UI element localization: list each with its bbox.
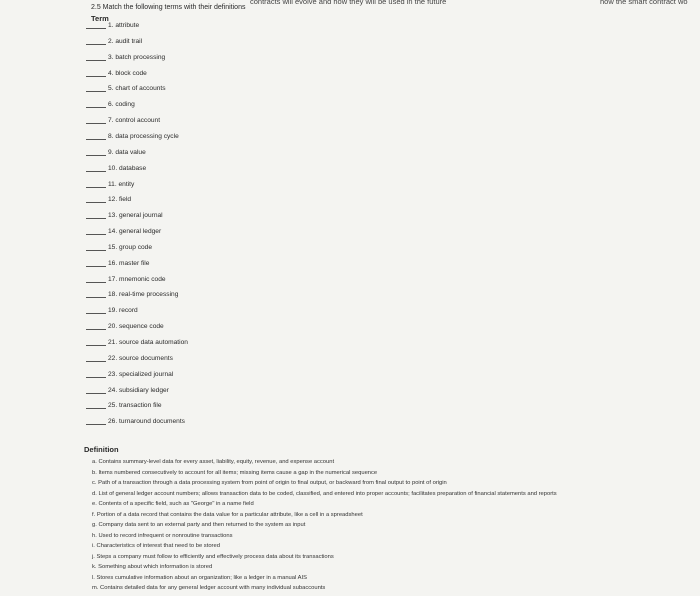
- definition-item: d. List of general ledger account numbers; allows transaction data to be coded, classified, and entered into proper accounts; facilitates preparation of financial statements and reports: [92, 490, 557, 497]
- term-label: 19. record: [108, 307, 138, 315]
- definition-column-header: Definition: [84, 445, 119, 454]
- answer-blank[interactable]: [86, 424, 106, 425]
- term-row: [86, 307, 138, 319]
- term-row: [86, 196, 131, 208]
- answer-blank[interactable]: [86, 345, 106, 346]
- term-row: [86, 85, 166, 97]
- term-row: [86, 402, 162, 414]
- term-label: 16. master file: [108, 259, 150, 267]
- term-row: [86, 228, 161, 240]
- definition-item: e. Contents of a specific field, such as "George" in a name field: [92, 501, 254, 507]
- answer-blank[interactable]: [86, 44, 106, 45]
- top-text-fragment-left: contracts will evolve and how they will be used in the future: [250, 0, 447, 6]
- term-row: [86, 54, 165, 66]
- term-row: [86, 260, 149, 272]
- answer-blank[interactable]: [86, 313, 106, 314]
- term-row: [86, 291, 178, 303]
- term-row: [86, 149, 146, 161]
- answer-blank[interactable]: [86, 107, 106, 108]
- definition-item: i. Characteristics of interest that need to be stored: [92, 543, 220, 549]
- term-row: [86, 276, 166, 288]
- term-label: 8. data processing cycle: [108, 132, 179, 140]
- answer-blank[interactable]: [86, 266, 106, 267]
- answer-blank[interactable]: [86, 171, 106, 172]
- definition-item: h. Used to record infrequent or nonroutine transactions: [92, 532, 233, 539]
- term-row: [86, 117, 160, 129]
- term-row: [86, 212, 163, 224]
- term-row: [86, 387, 169, 399]
- term-row: [86, 323, 164, 335]
- term-label: 13. general journal: [108, 212, 163, 220]
- answer-blank[interactable]: [86, 28, 106, 29]
- term-label: 14. general ledger: [108, 228, 162, 236]
- term-column-header: Term: [91, 14, 109, 23]
- question-prompt: 2.5 Match the following terms with their definitions: [91, 4, 246, 11]
- definition-item: b. Items numbered consecutively to account for all items; missing items cause a gap in the numerical sequence: [92, 469, 378, 476]
- definition-item: g. Company data sent to an external party and then returned to the system as input: [92, 522, 306, 528]
- term-label: 1. attribute: [108, 22, 140, 29]
- term-label: 5. chart of accounts: [108, 85, 166, 93]
- answer-blank[interactable]: [86, 297, 106, 298]
- term-row: [86, 22, 139, 34]
- top-text-fragment-right: how the smart contract wo: [600, 0, 688, 6]
- term-label: 10. database: [108, 164, 147, 172]
- answer-blank[interactable]: [86, 218, 106, 219]
- term-label: 23. specialized journal: [108, 370, 174, 378]
- answer-blank[interactable]: [86, 123, 106, 124]
- answer-blank[interactable]: [86, 393, 106, 394]
- term-row: [86, 339, 188, 351]
- term-label: 3. batch processing: [108, 53, 166, 61]
- answer-blank[interactable]: [86, 282, 106, 283]
- answer-blank[interactable]: [86, 60, 106, 61]
- term-label: 2. audit trail: [108, 37, 143, 45]
- term-label: 9. data value: [108, 148, 146, 156]
- term-row: [86, 355, 173, 367]
- definition-item: j. Steps a company must follow to efficiently and effectively process data about its transactions: [92, 553, 334, 560]
- answer-blank[interactable]: [86, 408, 106, 409]
- term-label: 22. source documents: [108, 354, 173, 362]
- answer-blank[interactable]: [86, 91, 106, 92]
- term-label: 17. mnemonic code: [108, 275, 166, 283]
- term-label: 6. coding: [108, 101, 135, 109]
- term-row: [86, 418, 185, 430]
- definition-item: m. Contains detailed data for any general ledger account with many individual subaccounts: [92, 585, 326, 591]
- answer-blank[interactable]: [86, 234, 106, 235]
- term-row: [86, 70, 147, 82]
- answer-blank[interactable]: [86, 377, 106, 378]
- definition-item: k. Something about which information is stored: [92, 564, 213, 570]
- term-row: [86, 165, 146, 177]
- answer-blank[interactable]: [86, 76, 106, 77]
- term-label: 21. source data automation: [108, 339, 188, 346]
- answer-blank[interactable]: [86, 202, 106, 203]
- answer-blank[interactable]: [86, 155, 106, 156]
- term-row: [86, 371, 173, 383]
- answer-blank[interactable]: [86, 187, 106, 188]
- term-row: [86, 38, 142, 50]
- term-label: 4. block code: [108, 69, 147, 77]
- term-label: 24. subsidiary ledger: [108, 386, 169, 394]
- term-label: 12. field: [108, 196, 132, 204]
- answer-blank[interactable]: [86, 329, 106, 330]
- term-label: 20. sequence code: [108, 323, 164, 331]
- definition-item: c. Path of a transaction through a data processing system from point of origin to final output, or backward from final output to point of origin: [92, 480, 447, 486]
- answer-blank[interactable]: [86, 361, 106, 362]
- term-label: 11. entity: [108, 180, 135, 188]
- term-row: [86, 133, 179, 145]
- term-row: [86, 101, 135, 113]
- term-row: [86, 181, 134, 193]
- term-label: 7. control account: [108, 117, 161, 125]
- term-label: 26. turnaround documents: [108, 418, 185, 426]
- answer-blank[interactable]: [86, 250, 106, 251]
- term-label: 25. transaction file: [108, 402, 162, 410]
- answer-blank[interactable]: [86, 139, 106, 140]
- term-label: 18. real-time processing: [108, 291, 179, 299]
- term-row: [86, 244, 152, 256]
- definition-item: a. Contains summary-level data for every asset, liability, equity, revenue, and expense account: [92, 459, 335, 465]
- term-label: 15. group code: [108, 243, 152, 251]
- definition-item: l. Stores cumulative information about an organization; like a ledger in a manual AIS: [92, 574, 307, 581]
- definition-item: f. Portion of a data record that contains the data value for a particular attribute, like a cell in a spreadsheet: [92, 511, 363, 518]
